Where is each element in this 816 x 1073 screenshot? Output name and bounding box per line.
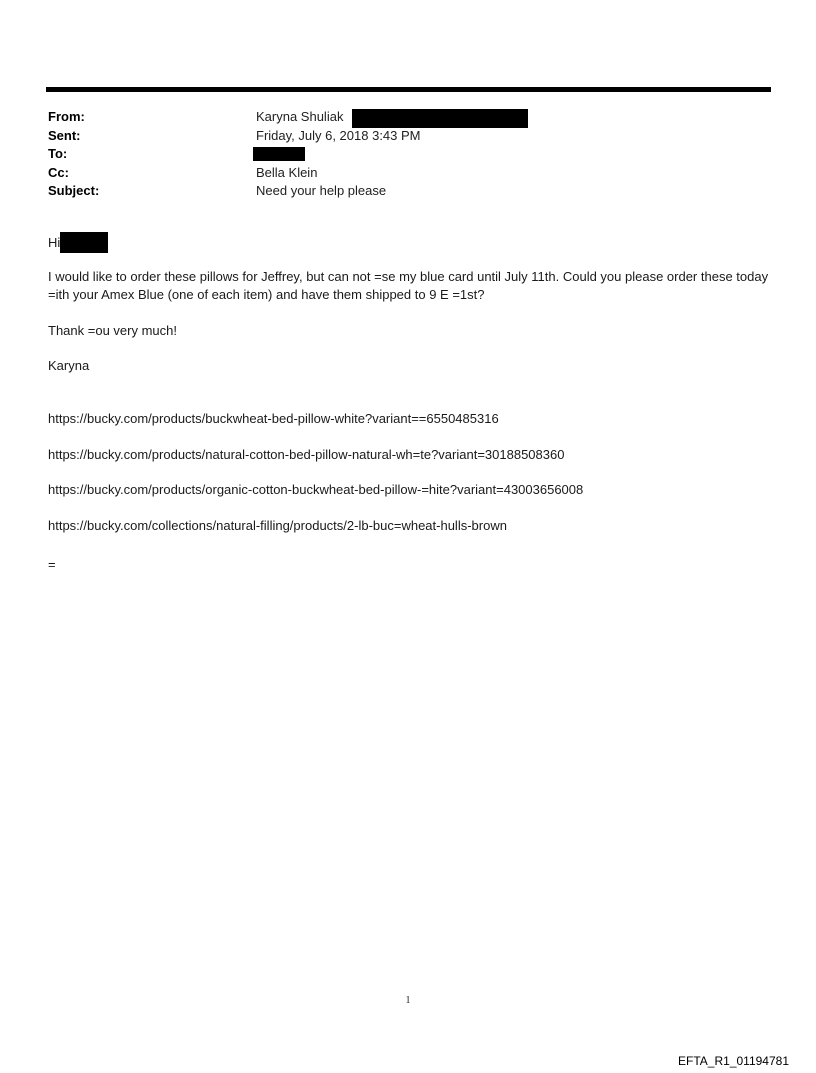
thanks-paragraph: Thank =ou very much! [48, 323, 177, 338]
header-divider-rule [46, 87, 771, 92]
email-header [48, 108, 768, 201]
product-link[interactable]: https://bucky.com/collections/natural-filling/products/2-lb-buc=wheat-hulls-brown [48, 517, 507, 533]
from-row [48, 108, 768, 127]
cc-row [48, 164, 768, 183]
trailing-equals: = [48, 556, 56, 572]
to-label: To: [48, 146, 68, 161]
product-link[interactable]: https://bucky.com/products/organic-cotton-buckwheat-bed-pillow-=hite?variant=43003656008 [48, 482, 584, 497]
product-links [48, 410, 773, 535]
document-id: EFTA_R1_01194781 [678, 1054, 789, 1068]
sent-label: Sent: [48, 127, 81, 143]
product-link[interactable]: https://bucky.com/products/buckwheat-bed-pillow-white?variant==6550485316 [48, 411, 499, 426]
page-number: 1 [405, 995, 411, 1006]
to-row [48, 145, 768, 164]
from-label: From: [48, 109, 85, 124]
subject-row [48, 182, 768, 201]
email-body [48, 232, 773, 574]
from-value [256, 108, 343, 127]
redacted-email-block [352, 109, 528, 128]
request-paragraph: I would like to order these pillows for Jeffrey, but can not =se my blue card until July 11th. Could you please order these today =ith your Amex Blue (one of each item) and have them shipped to 9 E =1st? [48, 269, 769, 302]
cc-value: Bella Klein [256, 164, 318, 180]
greeting-text: Hi [48, 235, 61, 250]
sent-value: Friday, July 6, 2018 3:43 PM [256, 127, 421, 143]
redacted-name-block [60, 232, 108, 253]
cc-label: Cc: [48, 164, 69, 180]
sender-name: Karyna Shuliak [256, 109, 344, 124]
product-link[interactable]: https://bucky.com/products/natural-cotton-bed-pillow-natural-wh=te?variant=30188508360 [48, 446, 565, 462]
redacted-recipient-block [253, 147, 305, 161]
sent-row [48, 127, 768, 146]
subject-value: Need your help please [256, 183, 387, 198]
subject-label: Subject: [48, 183, 100, 198]
greeting-line [48, 232, 773, 254]
signature: Karyna [48, 358, 90, 373]
